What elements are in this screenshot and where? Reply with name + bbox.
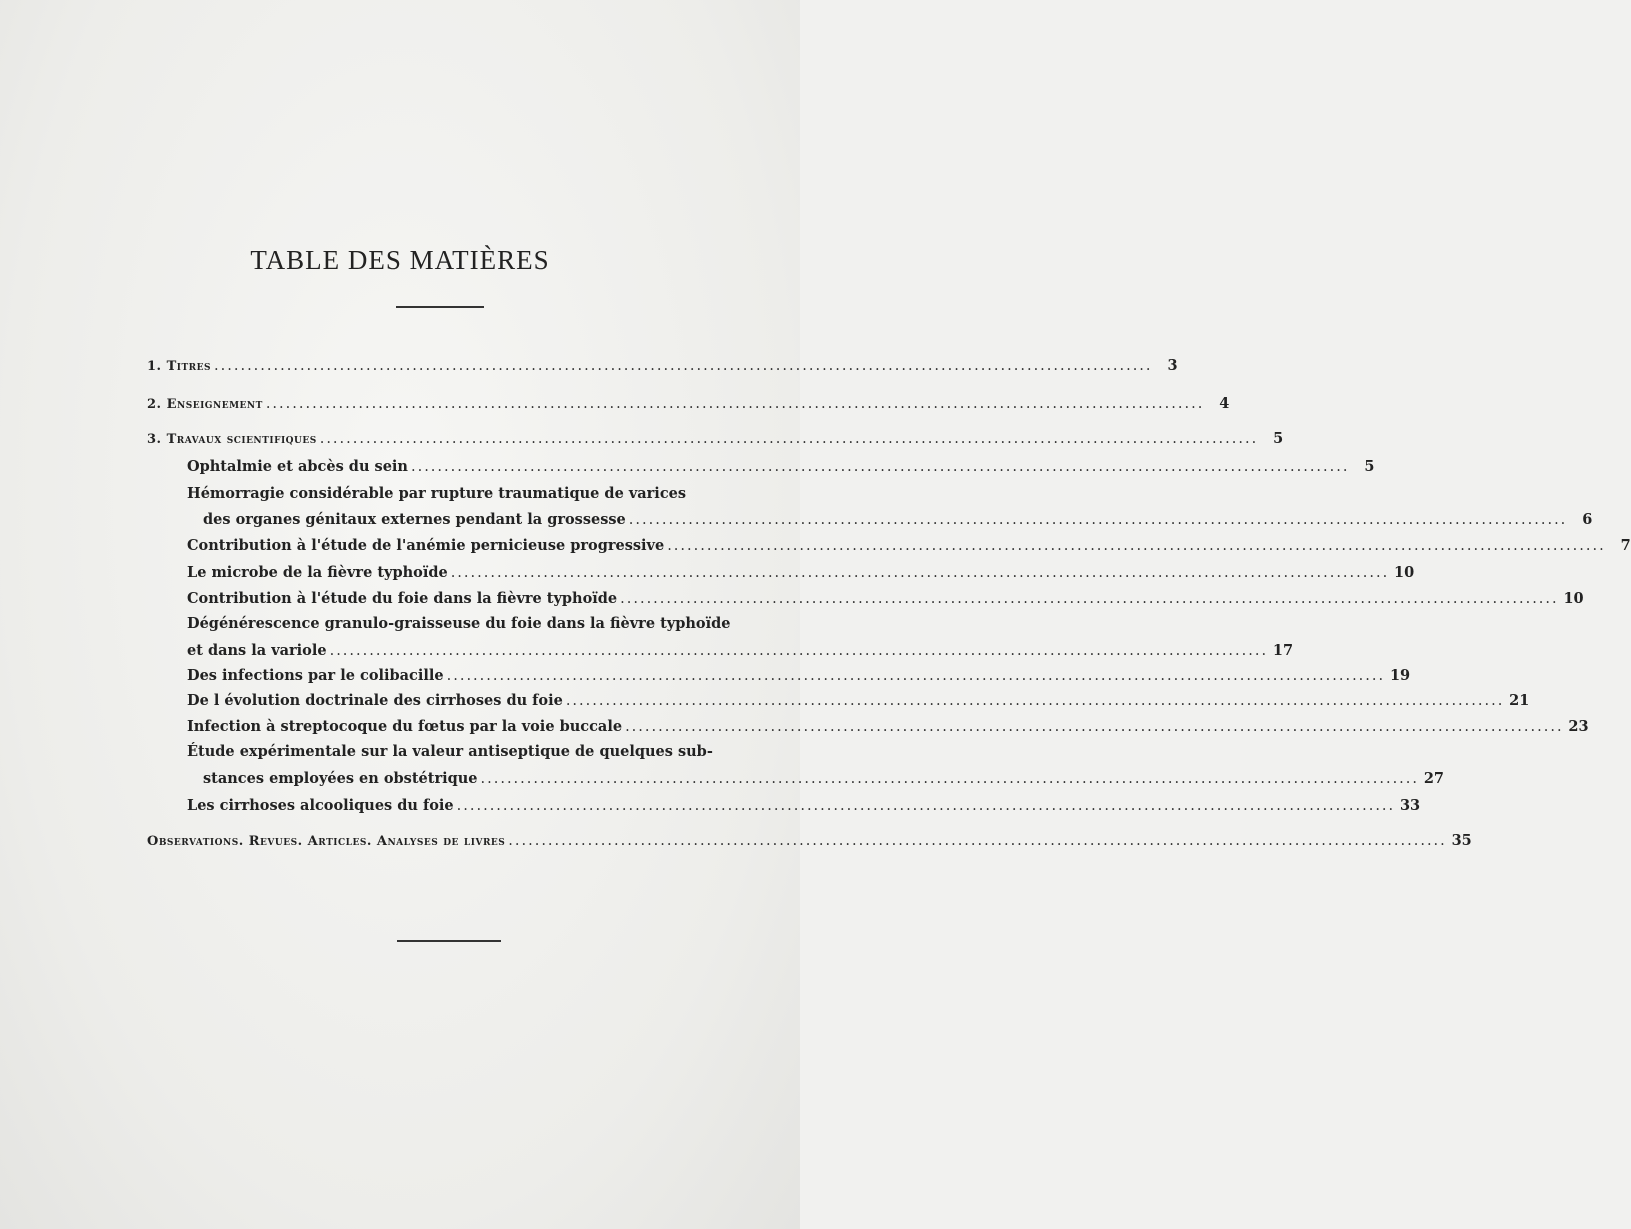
toc-subentry xyxy=(187,564,1415,582)
toc-entry-label: Ophtalmie et abcès du sein xyxy=(187,458,408,475)
toc-entry-label: Contribution à l'étude du foie dans la fièvre typhoïde xyxy=(187,590,618,607)
dot-leader: .............................................................................................................................................. xyxy=(565,693,1505,709)
dot-leader: .............................................................................................................................................. xyxy=(667,538,1606,554)
toc-page-number: 17 xyxy=(1272,642,1294,659)
toc-subentry xyxy=(187,458,1375,476)
toc-entry-label: et dans la variole xyxy=(187,642,327,659)
dot-leader: .............................................................................................................................................. xyxy=(508,833,1447,849)
toc-subentry xyxy=(187,590,1584,608)
toc-subentry xyxy=(203,770,1445,788)
toc-entry-label: Observations. Revues. Articles. Analyses de livres xyxy=(147,834,506,849)
toc-subentry xyxy=(187,642,1294,660)
dot-leader: .............................................................................................................................................. xyxy=(628,512,1568,528)
dot-leader: .............................................................................................................................................. xyxy=(265,396,1205,412)
toc-page-number: 6 xyxy=(1582,511,1593,528)
toc-page-number: 19 xyxy=(1389,667,1411,684)
page-title: TABLE DES MATIÈRES xyxy=(250,245,550,275)
toc-subentry xyxy=(203,511,1593,529)
dot-leader: .............................................................................................................................................. xyxy=(450,565,1390,581)
dot-leader: .............................................................................................................................................. xyxy=(214,358,1153,374)
toc-subentry-line1: Hémorragie considérable par rupture traumatique de varices xyxy=(187,485,687,502)
dot-leader: .............................................................................................................................................. xyxy=(620,591,1559,607)
toc-subentry-line1: Dégénérescence granulo-graisseuse du foie dans la fièvre typhoïde xyxy=(187,615,731,632)
toc-page-number: 5 xyxy=(1364,458,1375,475)
toc-entry-label: Les cirrhoses alcooliques du foie xyxy=(187,797,454,814)
toc-entry-label: De l évolution doctrinale des cirrhoses du foie xyxy=(187,692,563,709)
toc-entry-label: 3. Travaux scientifiques xyxy=(147,432,317,447)
toc-page-number: 7 xyxy=(1620,537,1631,554)
dot-leader: .............................................................................................................................................. xyxy=(446,668,1386,684)
toc-page-number: 3 xyxy=(1167,357,1178,374)
toc-page-number: 23 xyxy=(1568,718,1589,735)
dot-leader: .............................................................................................................................................. xyxy=(480,771,1420,787)
toc-subentry xyxy=(187,718,1589,736)
toc-entry-label: 1. Titres xyxy=(147,359,212,374)
toc-subentry xyxy=(187,692,1530,710)
toc-page-number: 35 xyxy=(1451,832,1472,849)
title-rule xyxy=(396,306,484,308)
toc-subentry xyxy=(187,797,1421,815)
toc-page-number: 5 xyxy=(1273,430,1284,447)
toc-entry-label: stances employées en obstétrique xyxy=(203,770,478,787)
toc-entry-label: Contribution à l'étude de l'anémie pernicieuse progressive xyxy=(187,537,665,554)
toc-entry-label: Le microbe de la fièvre typhoïde xyxy=(187,564,448,581)
toc-page-number: 4 xyxy=(1219,395,1230,412)
toc-entry-observations xyxy=(147,832,1472,851)
toc-entry-titres xyxy=(147,357,1178,376)
toc-subentry xyxy=(187,537,1631,555)
toc-entry-enseignement xyxy=(147,395,1230,414)
dot-leader: .............................................................................................................................................. xyxy=(319,431,1259,447)
dot-leader: .............................................................................................................................................. xyxy=(625,719,1564,735)
dot-leader: .............................................................................................................................................. xyxy=(329,643,1269,659)
dot-leader: .............................................................................................................................................. xyxy=(410,459,1350,475)
dot-leader: .............................................................................................................................................. xyxy=(456,798,1396,814)
toc-entry-travaux xyxy=(147,430,1284,449)
toc-page-number: 10 xyxy=(1563,590,1584,607)
toc-entry-label: Infection à streptocoque du fœtus par la voie buccale xyxy=(187,718,623,735)
toc-subentry-line1: Étude expérimentale sur la valeur antiseptique de quelques sub- xyxy=(187,743,713,760)
toc-page-number: 10 xyxy=(1394,564,1415,581)
closing-rule xyxy=(397,940,501,942)
toc-page-number: 21 xyxy=(1509,692,1530,709)
toc-page-number: 33 xyxy=(1399,797,1421,814)
toc-entry-label: 2. Enseignement xyxy=(147,397,263,412)
toc-page-number: 27 xyxy=(1423,770,1445,787)
toc-entry-label: des organes génitaux externes pendant la grossesse xyxy=(203,511,626,528)
toc-entry-label: Des infections par le colibacille xyxy=(187,667,444,684)
toc-subentry xyxy=(187,667,1411,685)
